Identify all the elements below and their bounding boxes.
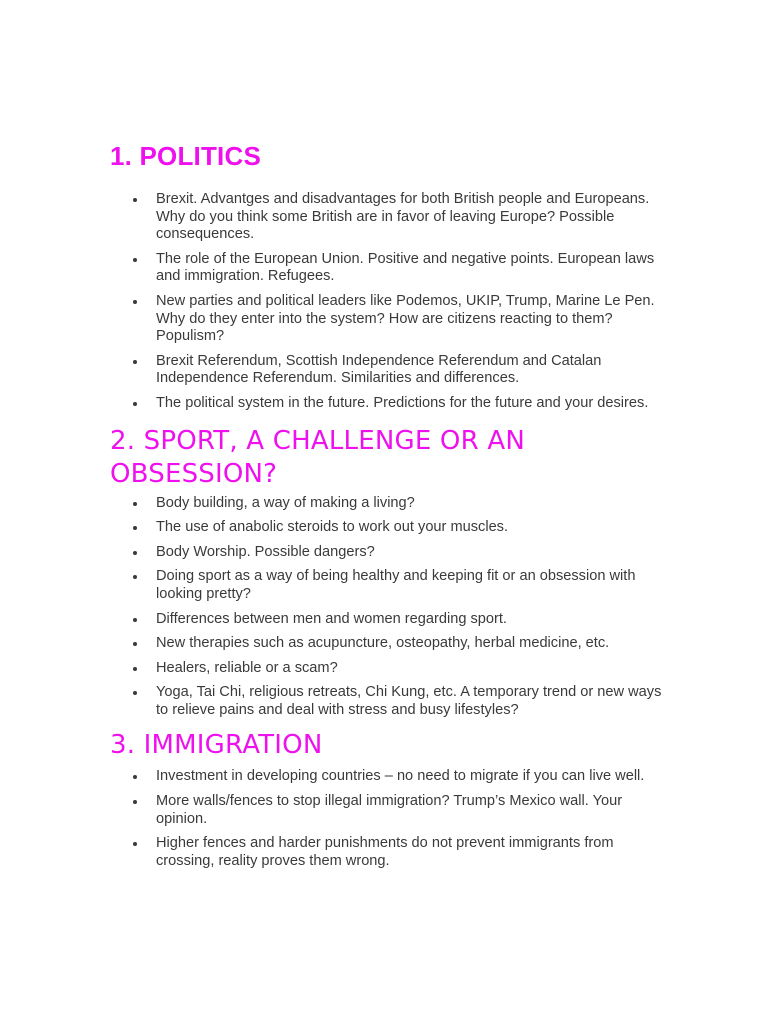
bullet-icon <box>133 618 137 622</box>
list-item-text: Body building, a way of making a living? <box>156 494 415 511</box>
section-heading-politics: 1. POLITICS <box>110 141 262 171</box>
bullet-icon <box>133 198 137 202</box>
list-item-text: Differences between men and women regarding sport. <box>156 610 507 627</box>
list-item <box>110 684 670 719</box>
list-item <box>110 395 670 413</box>
bullet-icon <box>133 800 137 804</box>
list-item-text: Investment in developing countries – no need to migrate if you can live well. <box>156 768 645 785</box>
list-item <box>110 544 670 562</box>
bullet-list-politics <box>110 191 670 413</box>
list-item-text: Higher fences and harder punishments do not prevent immigrants from crossing, reality proves them wrong. <box>156 835 614 869</box>
list-item-text: New therapies such as acupuncture, osteopathy, herbal medicine, etc. <box>156 635 610 652</box>
list-item-text: The role of the European Union. Positive and negative points. European laws and immigration. Refugees. <box>156 250 655 285</box>
list-item-text: Healers, reliable or a scam? <box>156 659 338 676</box>
bullet-icon <box>133 842 137 846</box>
list-item-text: The political system in the future. Predictions for the future and your desires. <box>156 394 649 411</box>
section-heading-immigration: 3. IMMIGRATION <box>110 730 323 761</box>
list-item <box>110 660 670 678</box>
list-item-text: New parties and political leaders like Podemos, UKIP, Trump, Marine Le Pen. Why do they enter into the system? How are citizens reacting to them? Populism? <box>156 292 655 345</box>
list-item <box>110 768 670 786</box>
list-item-text: Doing sport as a way of being healthy and keeping fit or an obsession with looking pretty? <box>156 568 636 602</box>
bullet-icon <box>133 551 137 555</box>
list-item <box>110 293 670 346</box>
list-item-text: Brexit. Advantges and disadvantages for both British people and Europeans. Why do you think some British are in favor of leaving Europe? Possible consequences. <box>156 191 650 243</box>
list-item-text: Body Worship. Possible dangers? <box>156 543 375 560</box>
bullet-icon <box>133 502 137 506</box>
list-item <box>110 635 670 653</box>
list-item <box>110 568 670 603</box>
bullet-icon <box>133 575 137 579</box>
list-item-text: Yoga, Tai Chi, religious retreats, Chi Kung, etc. A temporary trend or new ways to relieve pains and deal with stress and busy lifestyles? <box>156 684 662 718</box>
list-item <box>110 191 670 244</box>
bullet-icon <box>133 691 137 695</box>
bullet-icon <box>133 667 137 671</box>
bullet-icon <box>133 258 137 262</box>
bullet-icon <box>133 526 137 530</box>
list-item <box>110 611 670 629</box>
list-item <box>110 793 670 828</box>
bullet-icon <box>133 360 137 364</box>
list-item <box>110 519 670 537</box>
bullet-icon <box>133 642 137 646</box>
bullet-icon <box>133 300 137 304</box>
list-item <box>110 353 670 388</box>
list-item-text: More walls/fences to stop illegal immigration? Trump’s Mexico wall. Your opinion. <box>156 793 623 827</box>
document-body <box>110 136 670 877</box>
section-heading-sport: 2. SPORT, A CHALLENGE OR AN OBSESSION? <box>110 425 525 489</box>
list-item <box>110 835 670 870</box>
bullet-icon <box>133 775 137 779</box>
bullet-icon <box>133 402 137 406</box>
list-item <box>110 251 670 286</box>
list-item <box>110 495 670 513</box>
bullet-list-immigration <box>110 768 670 870</box>
list-item-text: The use of anabolic steroids to work out your muscles. <box>156 519 509 536</box>
list-item-text: Brexit Referendum, Scottish Independence Referendum and Catalan Independence Referendum. Similarities and differences. <box>156 352 602 387</box>
bullet-list-sport <box>110 495 670 720</box>
